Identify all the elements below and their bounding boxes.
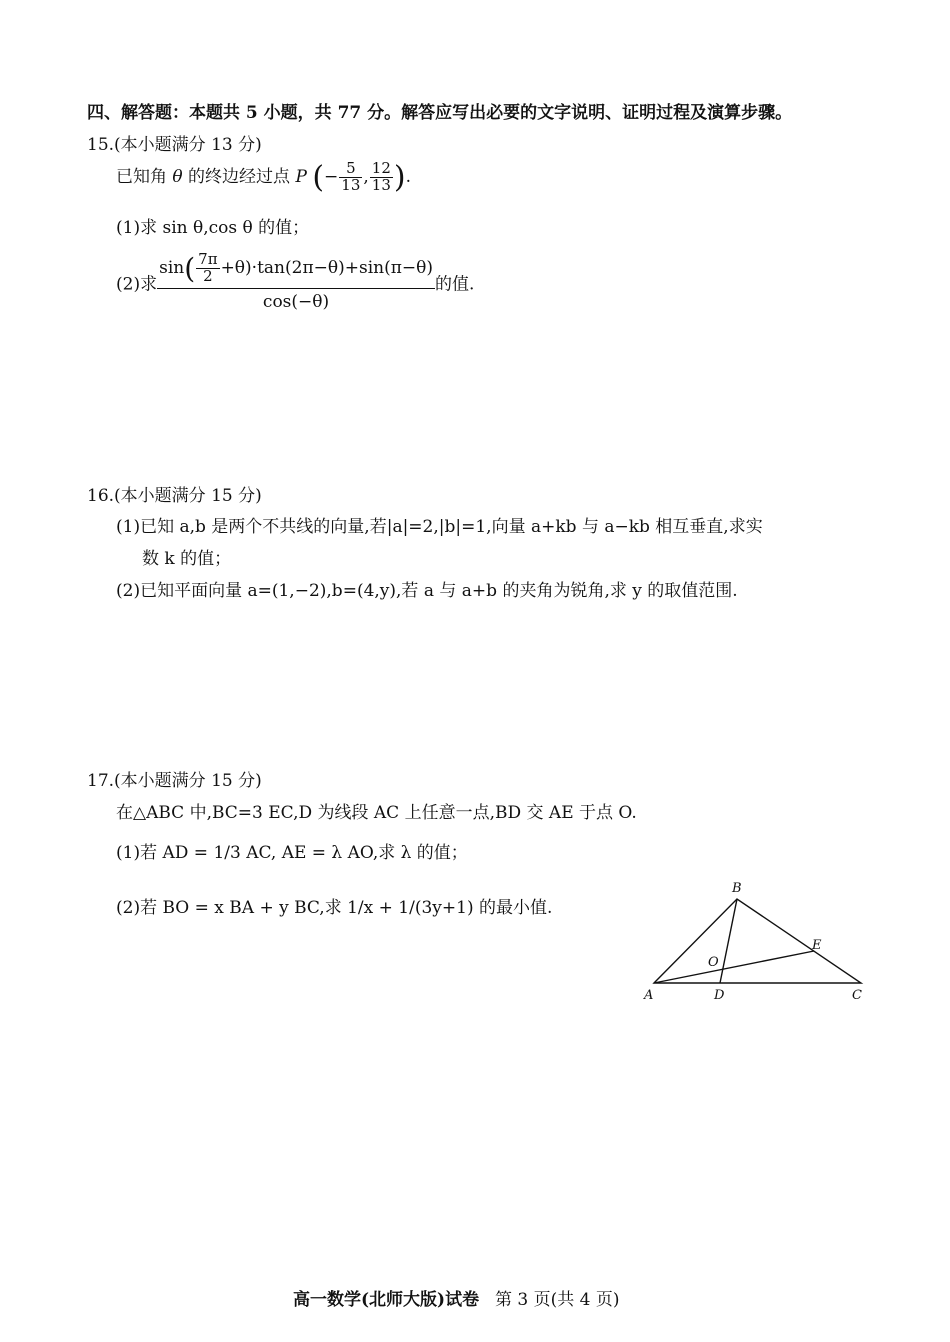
q15-big-numerator: sin( $\frac{7\pi}{2}$ +θ)·tan(2π−θ)+sin(π−θ) — [157, 252, 435, 289]
q16-part2: (2)已知平面向量 a=(1,−2),b=(4,y),若 a 与 a+b 的夹角为锐角,求 y 的取值范围. — [116, 581, 738, 601]
q15-big-denominator: cos(−θ) — [262, 292, 330, 312]
q15-part1: (1)求 sin θ,cos θ 的值； — [116, 218, 310, 238]
q15-score: (本小题满分 13 分) — [114, 135, 262, 155]
q15-left-paren: ( — [312, 160, 325, 195]
footer-page: 第 3 页(共 4 页) — [495, 1290, 620, 1310]
q16-part1-line2: 数 k 的值； — [142, 549, 232, 569]
segment-bd — [720, 899, 737, 983]
q16-part1-line1: (1)已知 a,b 是两个不共线的向量,若|a|=2,|b|=1,向量 a+kb 与 a−kb 相互垂直,求实 — [116, 517, 763, 537]
q15-stem-prefix: 已知角 — [116, 167, 173, 187]
triangle-figure — [640, 875, 880, 1010]
q15-right-paren: ) — [393, 160, 406, 195]
q17-score: (本小题满分 15 分) — [114, 771, 262, 791]
q15-big-fraction — [157, 252, 435, 312]
q15-point-name: P — [295, 167, 307, 187]
label-e: E — [812, 938, 822, 953]
q15-fraction-2: $\frac{12}{13}$ — [371, 159, 391, 194]
triangle-abc — [654, 899, 861, 983]
q17-number: 17. — [87, 771, 115, 791]
section-title: 四、解答题：本题共 5 小题，共 77 分。解答应写出必要的文字说明、证明过程及演算步骤。 — [87, 103, 793, 123]
q17-part1: (1)若 AD = 1/3 AC, AE = λ AO,求 λ 的值； — [116, 843, 468, 863]
q15-header — [87, 130, 262, 155]
q15-number: 15. — [87, 135, 115, 155]
label-d: D — [714, 988, 725, 1003]
footer — [293, 1285, 620, 1310]
q17-header — [87, 766, 262, 791]
q16-number: 16. — [87, 486, 115, 506]
q17-stem: 在△ABC 中,BC=3 EC,D 为线段 AC 上任意一点,BD 交 AE 于点 O. — [116, 803, 637, 823]
q17-part2: (2)若 BO = x BA + y BC,求 1/x + 1/(3y+1) 的最小值. — [116, 898, 553, 918]
label-o: O — [708, 955, 719, 970]
q15-part2-prefix: (2)求 — [116, 274, 158, 295]
label-c: C — [852, 988, 862, 1003]
q15-part2 — [116, 252, 474, 312]
q15-stem: 已知角 θ 的终边经过点 P (− $\frac{5}{13}$ , $\frac{12}{13}$ ). — [116, 159, 412, 195]
label-a: A — [644, 988, 654, 1003]
footer-title: 高一数学(北师大版)试卷 — [293, 1290, 480, 1310]
segment-ae — [654, 951, 814, 983]
q15-stem-mid: 的终边经过点 — [182, 167, 296, 187]
label-b: B — [732, 881, 742, 896]
q16-header — [87, 481, 262, 506]
q16-score: (本小题满分 15 分) — [114, 486, 262, 506]
q15-fraction-1: $\frac{5}{13}$ — [341, 159, 361, 194]
q15-part2-suffix: 的值. — [435, 274, 475, 295]
q15-theta: θ — [172, 167, 183, 187]
